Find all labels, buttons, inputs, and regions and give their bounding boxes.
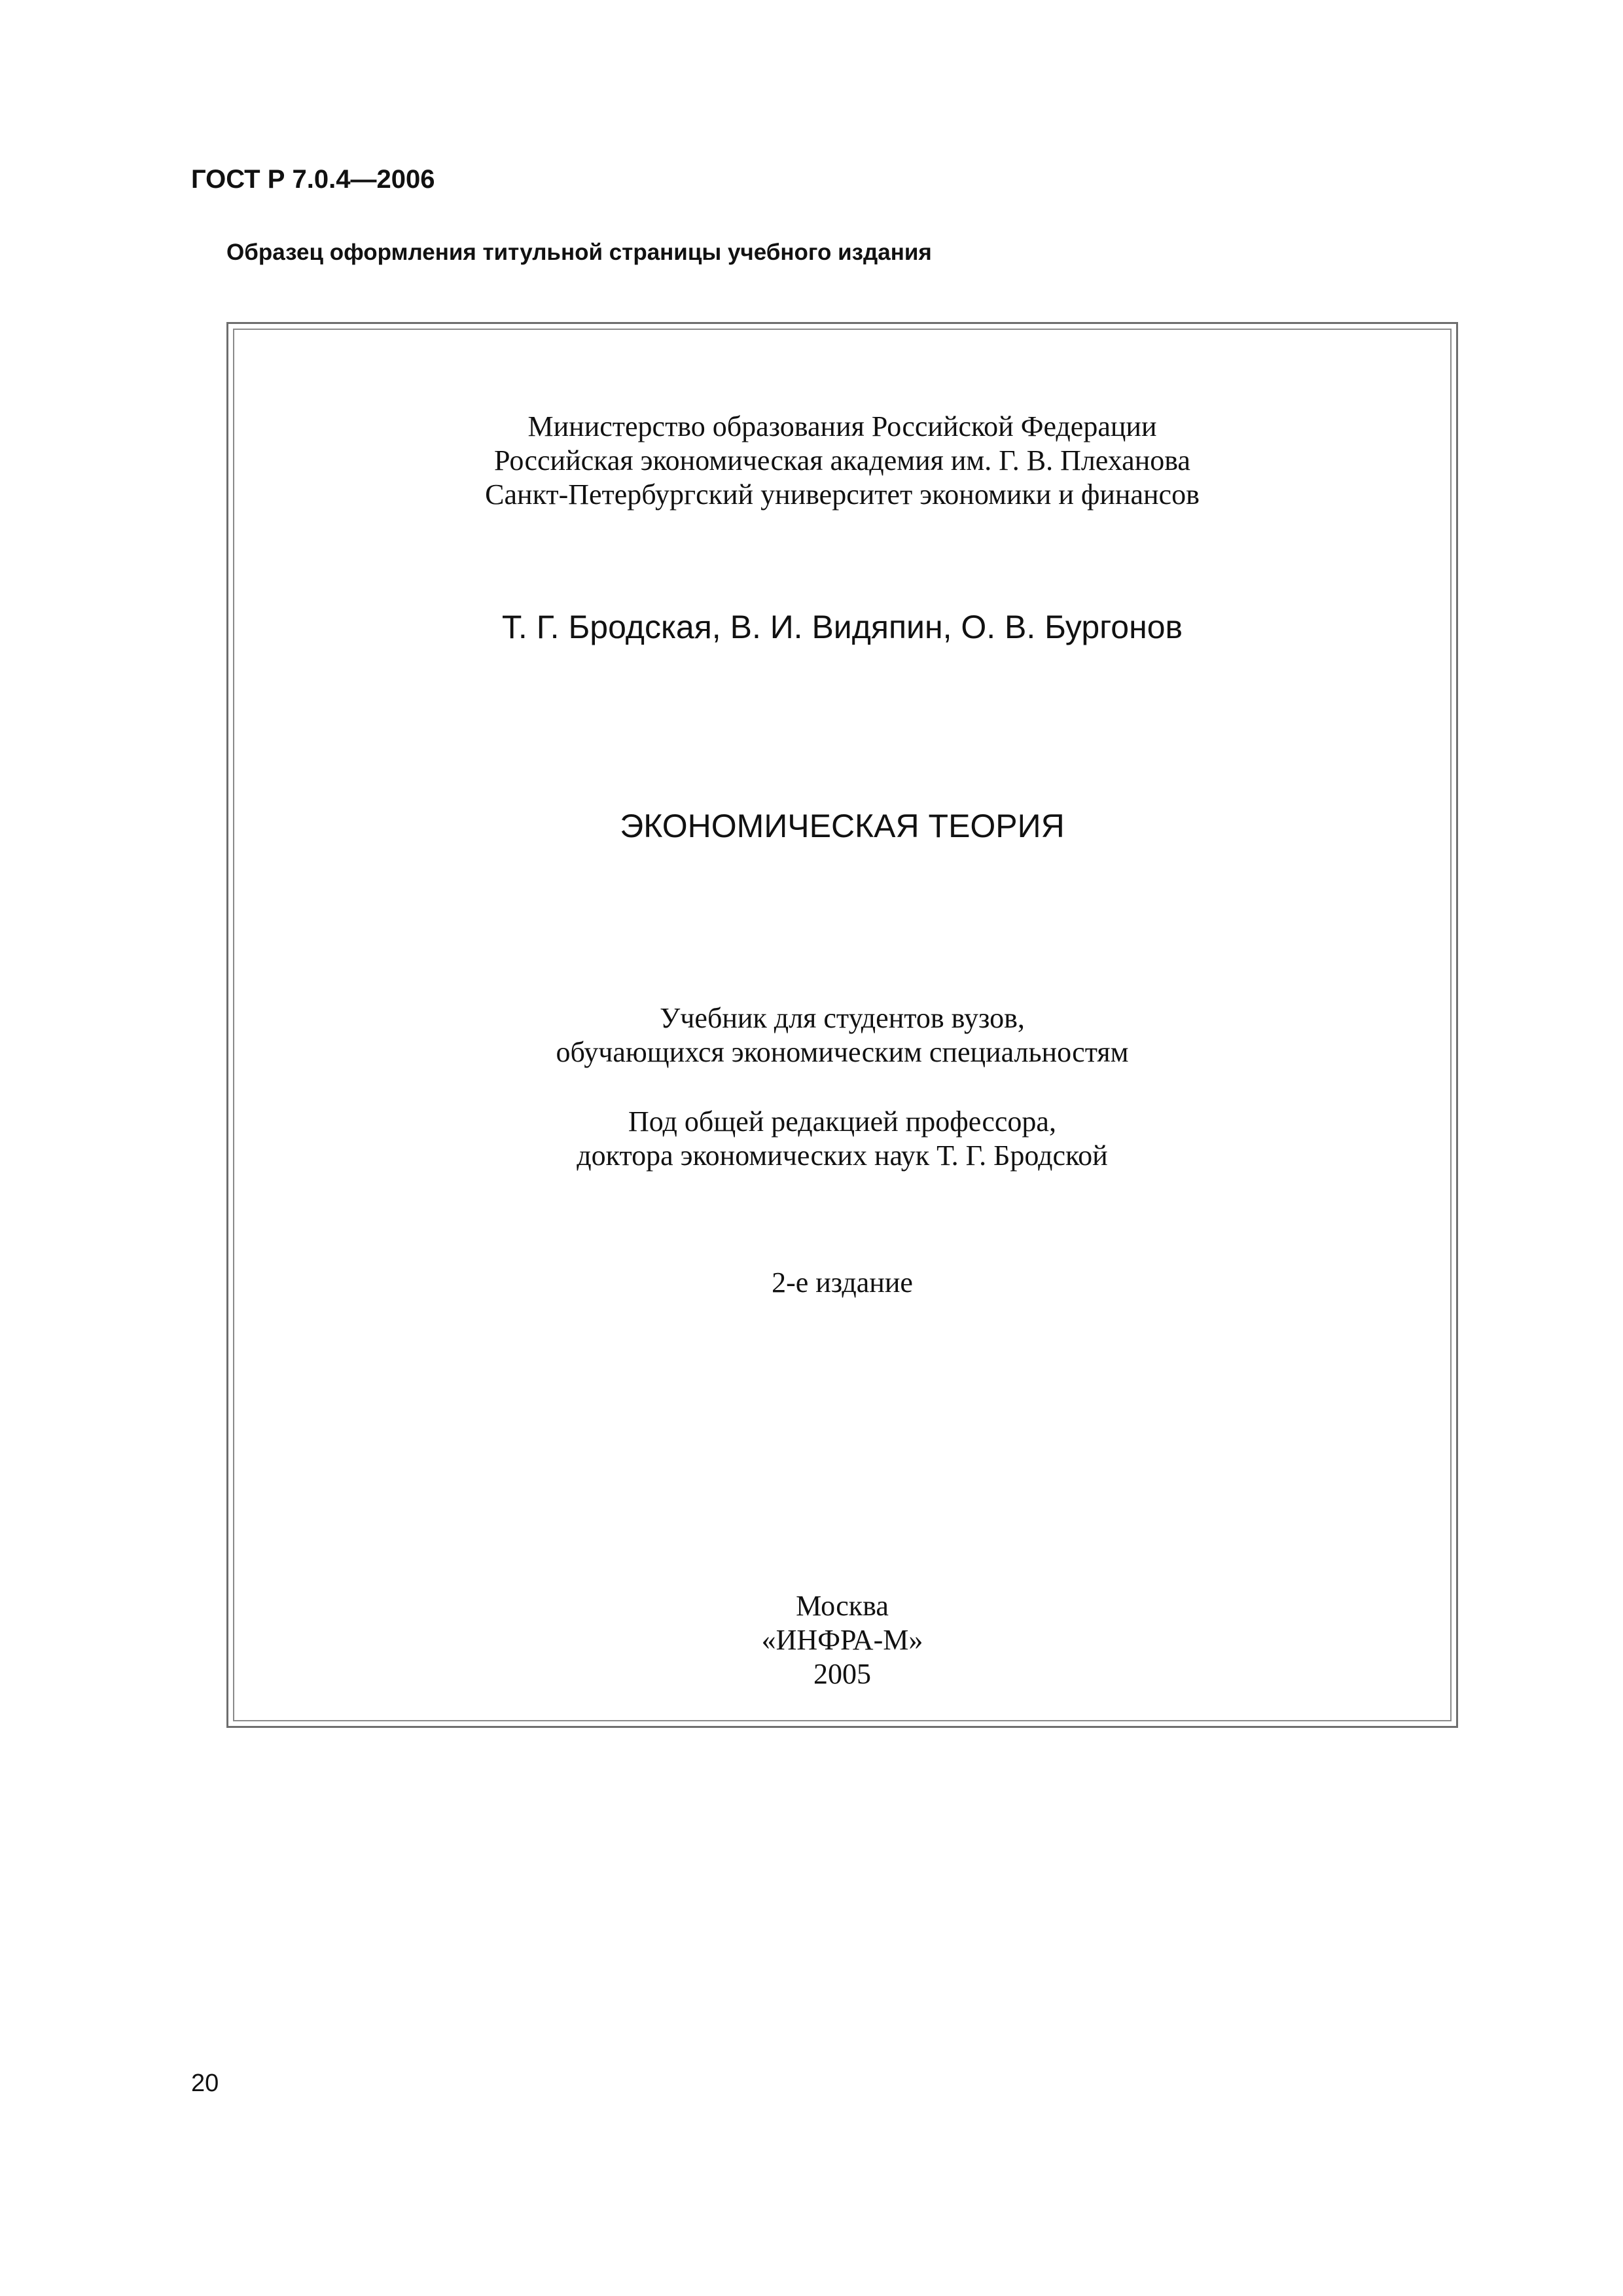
edition: 2-е издание: [772, 1266, 913, 1299]
organization-academy: Российская экономическая академия им. Г. В. Плеханова: [494, 444, 1190, 476]
page-number: 20: [191, 2070, 219, 2097]
organization-ministry: Министерство образования Российской Федерации: [527, 410, 1157, 442]
sample-caption: Образец оформления титульной страницы учебного издания: [226, 240, 932, 265]
purpose-line-1: Учебник для студентов вузов,: [660, 1002, 1025, 1034]
book-title: ЭКОНОМИЧЕСКАЯ ТЕОРИЯ: [620, 808, 1065, 844]
authors: Т. Г. Бродская, В. И. Видяпин, О. В. Бургонов: [501, 609, 1183, 645]
standard-code: ГОСТ Р 7.0.4—2006: [191, 165, 435, 194]
imprint-city: Москва: [796, 1590, 889, 1622]
editor-line-1: Под общей редакцией профессора,: [628, 1105, 1056, 1138]
organization-university: Санкт-Петербургский университет экономики и финансов: [485, 478, 1200, 511]
purpose-line-2: обучающихся экономическим специальностям: [556, 1036, 1129, 1068]
imprint-publisher: «ИНФРА-М»: [761, 1624, 923, 1656]
editor-line-2: доктора экономических наук Т. Г. Бродской: [577, 1139, 1108, 1172]
imprint-year: 2005: [813, 1658, 871, 1690]
